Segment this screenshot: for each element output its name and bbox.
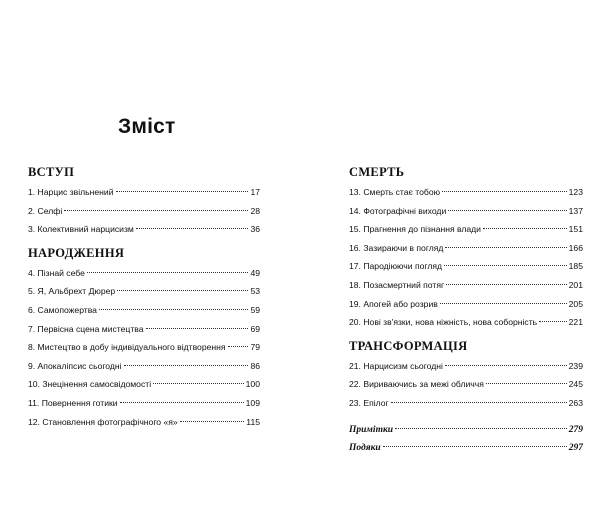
dot-leader [64,210,248,211]
toc-entry-notes[interactable] [349,421,583,440]
toc-entry[interactable] [349,394,583,413]
toc-entry[interactable] [349,220,583,239]
toc-entry-page: 166 [568,242,583,253]
toc-entry[interactable] [28,413,260,432]
toc-entry-label: 13. Смерть стає тобою [349,187,441,197]
dot-leader [483,228,567,229]
toc-entry-label: 21. Нарцисизм сьогодні [349,360,443,371]
section-heading-death: СМЕРТЬ [349,165,405,179]
toc-entry[interactable] [28,264,260,283]
toc-entry-label: 20. Нові зв'язки, нова ніжність, нова соборність [349,317,538,328]
toc-entry[interactable] [28,282,260,301]
toc-entry-page: 205 [568,298,583,309]
dot-leader [445,247,566,248]
toc-entry-label: 15. Прагнення до пізнання влади [349,224,481,235]
toc-entry[interactable] [349,357,583,376]
toc-entry[interactable] [28,394,260,413]
toc-entry-label: 3. Колективний нарцисизм [28,224,134,235]
toc-entry-label: 16. Зазираючи в погляд [349,242,444,253]
toc-entry-label: 4. Пізнай себе [28,267,85,278]
toc-entry-page: 221 [568,317,583,328]
page-title: Зміст [118,115,176,138]
dot-leader [180,421,245,422]
dot-leader [99,309,248,310]
section-heading-intro: ВСТУП [28,165,75,179]
toc-entry-page: 49 [250,267,260,278]
toc-entry[interactable] [28,338,260,357]
toc-entry-label: 2. Селфі [28,205,63,216]
toc-right-column [349,165,583,458]
toc-entry-page: 59 [250,304,260,315]
dot-leader [87,272,249,273]
toc-entry-page: 297 [568,443,583,454]
toc-entry-page: 151 [568,224,583,235]
toc-entry[interactable] [349,257,583,276]
dot-leader [383,446,567,447]
toc-entry[interactable] [349,183,583,202]
dot-leader [440,303,567,304]
section-heading-birth: НАРОДЖЕННЯ [28,245,125,260]
dot-leader [445,365,567,366]
dot-leader [153,383,244,384]
toc-left-column [28,165,260,431]
toc-entry[interactable] [349,276,583,295]
toc-entry-label: Подяки [349,443,381,454]
toc-entry[interactable] [28,375,260,394]
toc-entry-page: 115 [246,416,260,427]
section-spacer [349,332,583,339]
toc-entry-acknowledgements[interactable] [349,439,583,458]
toc-entry-label: 23. Епілог [349,397,389,408]
toc-entry-page: 79 [250,342,260,353]
toc-entry-label: 9. Апокаліпсис сьогодні [28,360,122,371]
toc-entry-page: 53 [250,286,260,297]
dot-leader [446,284,567,285]
toc-entry-label: 8. Мистецтво в добу індивідуального відтворення [28,342,226,353]
section-spacer [349,413,583,421]
toc-entry-page: 86 [250,360,260,371]
dot-leader [136,228,249,229]
toc-entry[interactable] [349,375,583,394]
dot-leader [486,383,567,384]
toc-entry-page: 239 [568,360,583,371]
toc-entry-label: 6. Самопожертва [28,304,97,315]
section-spacer [28,239,260,246]
toc-entry-page: 28 [250,205,260,216]
toc-entry-label: Примітки [349,424,394,435]
toc-entry[interactable] [349,239,583,258]
toc-entry-page: 279 [568,424,583,435]
dot-leader [391,402,567,403]
toc-entry-page: 109 [245,397,260,408]
toc-entry[interactable] [28,301,260,320]
toc-entry-page: 185 [568,261,583,272]
toc-entry-label: 11. Повернення готики [28,397,118,408]
toc-entry[interactable] [28,183,260,202]
dot-leader [120,402,244,403]
section-heading-transformation: ТРАНСФОРМАЦІЯ [349,338,468,353]
toc-entry-label: 18. Позасмертний потяг [349,279,445,290]
toc-entry[interactable] [349,202,583,221]
toc-entry-page: 263 [568,397,583,408]
toc-entry[interactable] [28,357,260,376]
dot-leader [444,265,567,266]
toc-entry[interactable] [28,202,260,221]
dot-leader [117,290,248,291]
toc-entry-label: 12. Становлення фотографічного «я» [28,416,178,427]
toc-entry-page: 69 [250,323,260,334]
toc-entry-page: 201 [568,279,583,290]
toc-entry-page: 36 [250,224,260,235]
toc-entry-label: 22. Вириваючись за межі обличчя [349,379,484,390]
toc-entry-label: 17. Пародіюючи погляд [349,261,443,272]
toc-entry-label: 1. Нарцис звільнений [28,187,114,197]
toc-entry-page: 137 [568,205,583,216]
dot-leader [448,210,566,211]
dot-leader [124,365,249,366]
toc-entry-label: 14. Фотографічні виходи [349,205,447,216]
toc-entry-label: 5. Я, Альбрехт Дюрер [28,286,116,297]
dot-leader [539,321,567,322]
toc-entry[interactable] [349,313,583,332]
toc-entry-label: 10. Знецінення самосвідомості [28,379,152,390]
toc-entry-page: 17 [250,187,260,197]
toc-entry-page: 123 [568,187,583,197]
dot-leader [442,191,567,192]
toc-entry-page: 100 [245,379,260,390]
dot-leader [395,428,567,429]
toc-entry-label: 7. Первісна сцена мистецтва [28,323,144,334]
toc-entry[interactable] [349,295,583,314]
dot-leader [228,346,249,347]
toc-entry[interactable] [28,220,260,239]
dot-leader [116,191,249,192]
toc-entry-label: 19. Апогей або розрив [349,298,438,309]
toc-entry[interactable] [28,320,260,339]
toc-entry-page: 245 [568,379,583,390]
dot-leader [146,328,249,329]
